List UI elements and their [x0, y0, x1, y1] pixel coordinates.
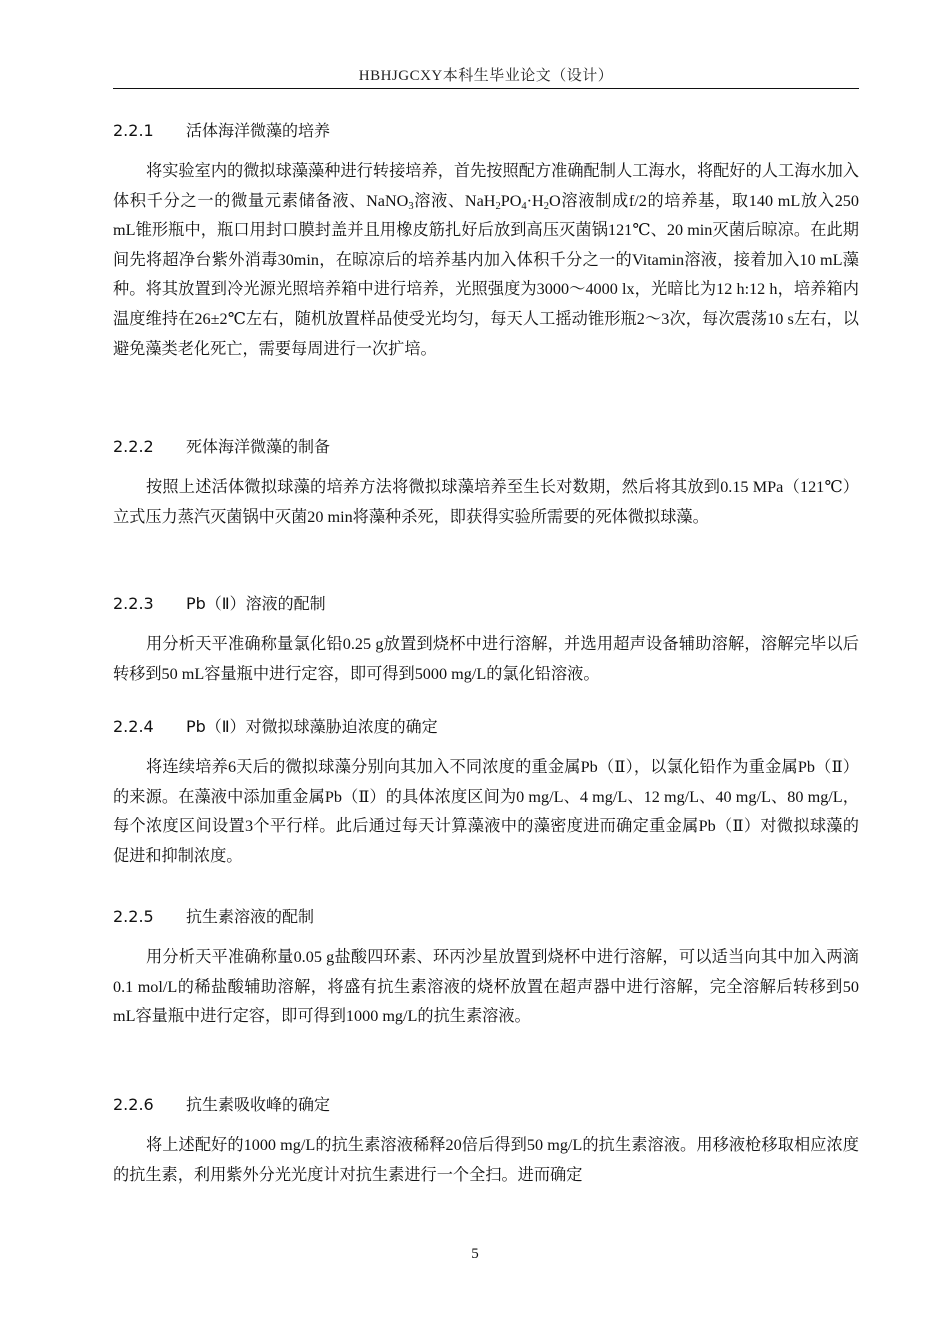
- section-heading: [113, 906, 859, 928]
- header-rule: [113, 88, 859, 89]
- section-2-2-1: [113, 120, 859, 364]
- section-title: Pb（Ⅱ）溶液的配制: [186, 594, 326, 613]
- running-header: HBHJGCXY本科生毕业论文（设计）: [358, 68, 614, 84]
- section-2-2-5: [113, 906, 859, 1032]
- section-number: 2.2.3: [113, 594, 154, 613]
- section-paragraph: 将连续培养6天后的微拟球藻分别向其加入不同浓度的重金属Pb（Ⅱ），以氯化铅作为重金属Pb（Ⅱ）的来源。在藻液中添加重金属Pb（Ⅱ）的具体浓度区间为0 mg/L、4 mg/L、12 mg/L、40 mg/L、80 mg/L，每个浓度区间设置3个平行样。此后通过每天计算藻液中的藻密度进而确定重金属Pb（Ⅱ）对微拟球藻的促进和抑制浓度。: [113, 758, 859, 865]
- section-title: 抗生素吸收峰的确定: [186, 1095, 331, 1114]
- section-2-2-4: [113, 716, 859, 871]
- section-heading: [113, 593, 859, 615]
- section-title: 死体海洋微藻的制备: [186, 437, 331, 456]
- page-number: 5: [471, 1246, 479, 1262]
- section-heading: [113, 716, 859, 738]
- section-heading: [113, 120, 859, 142]
- section-number: 2.2.2: [113, 437, 154, 456]
- section-paragraph: 将实验室内的微拟球藻藻种进行转接培养，首先按照配方准确配制人工海水，将配好的人工海水加入体积千分之一的微量元素储备液、NaNO$_3$溶液、$NaH_2PO_4\cdot H_2O$溶液制成f/2的培养基，取140 mL放入250 mL锥形瓶中，瓶口用封口膜封盖并且用橡皮筋扎好后放到高压灭菌锅121℃、20 min灭菌后晾凉。在此期间先将超净台紫外消毒30min，在晾凉后的培养基内加入体积千分之一的Vitamin溶液，接着加入10 mL藻种。将其放置到冷光源光照培养箱中进行培养，光照强度为3000～4000 lx，光暗比为12 h:12 h，培养箱内温度维持在26±2℃左右，随机放置样品使受光均匀，每天人工摇动锥形瓶2～3次，每次震荡10 s左右，以避免藻类老化死亡，需要每周进行一次扩培。: [113, 162, 859, 358]
- section-paragraph: 用分析天平准确称量氯化铅0.25 g放置到烧杯中进行溶解，并选用超声设备辅助溶解，溶解完毕以后转移到50 mL容量瓶中进行定容，即可得到5000 mg/L的氯化铅溶液。: [113, 635, 859, 683]
- section-paragraph: 用分析天平准确称量0.05 g盐酸四环素、环丙沙星放置到烧杯中进行溶解，可以适当向其中加入两滴0.1 mol/L的稀盐酸辅助溶解，将盛有抗生素溶液的烧杯放置在超声器中进行溶解，完全溶解后转移到50 mL容量瓶中进行定容，即可得到1000 mg/L的抗生素溶液。: [113, 948, 859, 1026]
- section-number: 2.2.6: [113, 1095, 154, 1114]
- section-title: Pb（Ⅱ）对微拟球藻胁迫浓度的确定: [186, 717, 438, 736]
- section-title: 抗生素溶液的配制: [186, 907, 315, 926]
- section-heading: [113, 436, 859, 458]
- section-title: 活体海洋微藻的培养: [186, 121, 331, 140]
- section-number: 2.2.5: [113, 907, 154, 926]
- section-number: 2.2.4: [113, 717, 154, 736]
- section-2-2-3: [113, 593, 859, 689]
- section-heading: [113, 1094, 859, 1116]
- section-paragraph: 按照上述活体微拟球藻的培养方法将微拟球藻培养至生长对数期，然后将其放到0.15 MPa（121℃）立式压力蒸汽灭菌锅中灭菌20 min将藻种杀死，即获得实验所需要的死体微拟球藻。: [113, 478, 859, 526]
- section-2-2-6: [113, 1094, 859, 1190]
- section-number: 2.2.1: [113, 121, 154, 140]
- section-2-2-2: [113, 436, 859, 532]
- section-paragraph: 将上述配好的1000 mg/L的抗生素溶液稀释20倍后得到50 mg/L的抗生素溶液。用移液枪移取相应浓度的抗生素，利用紫外分光光度计对抗生素进行一个全扫。进而确定: [113, 1136, 859, 1184]
